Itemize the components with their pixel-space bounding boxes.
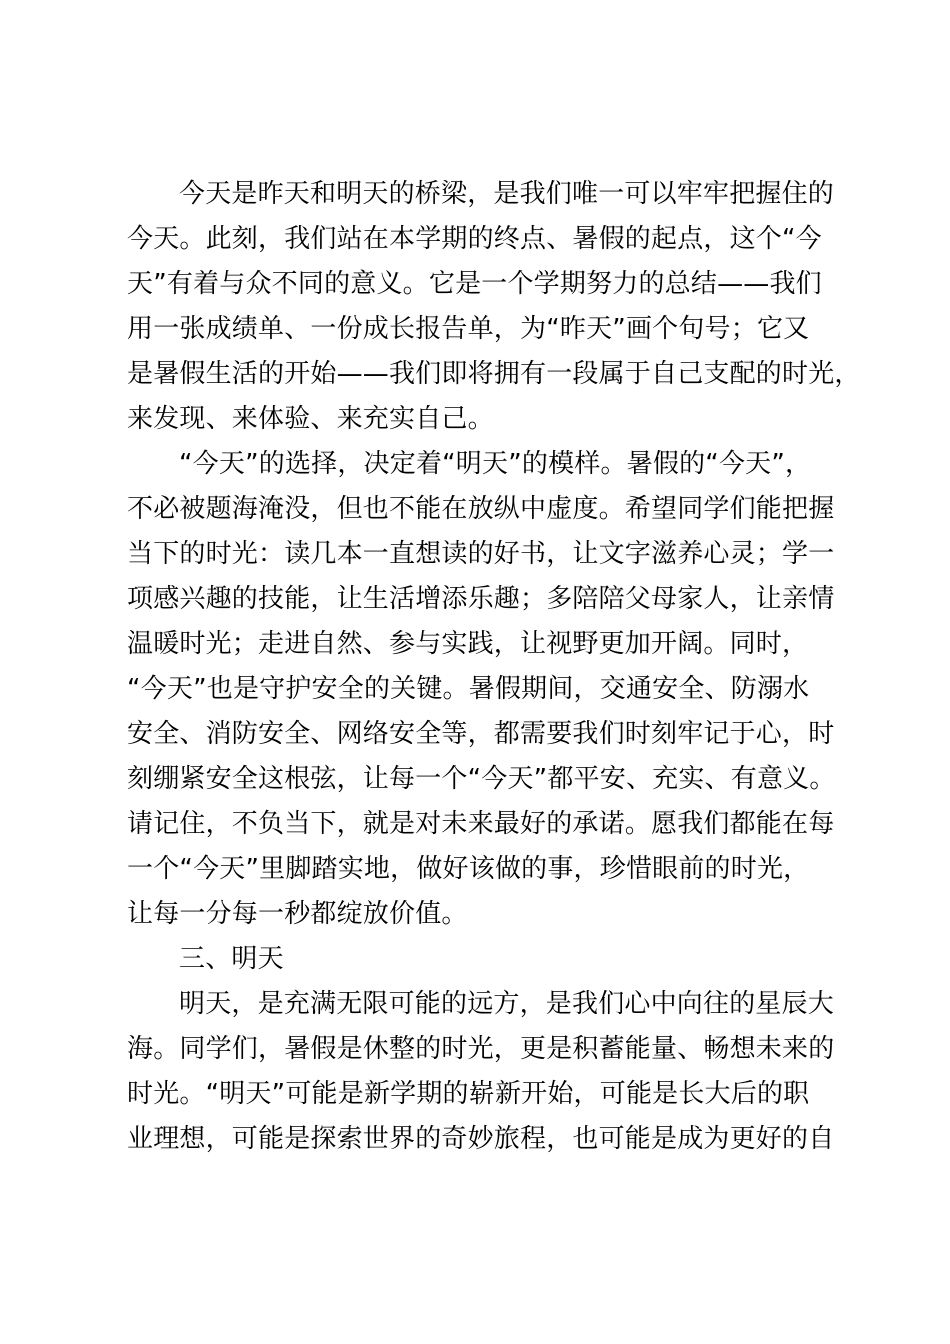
paragraph-2-line-4: 项感兴趣的技能，让生活增添乐趣；多陪陪父母家人，让亲情 [127, 584, 835, 614]
paragraph-1-line-1: 今天是昨天和明天的桥梁，是我们唯一可以牢牢把握住的 [179, 179, 835, 209]
paragraph-2-line-8: 刻绷紧安全这根弦，让每一个“今天”都平安、充实、有意义。 [127, 764, 836, 794]
paragraph-1-line-6: 来发现、来体验、来充实自己。 [127, 404, 494, 434]
section-heading: 三、明天 [179, 944, 284, 974]
paragraph-2-line-6: “今天”也是守护安全的关键。暑假期间，交通安全、防溺水 [127, 674, 810, 704]
paragraph-2-line-9: 请记住，不负当下，就是对未来最好的承诺。愿我们都能在每 [127, 809, 835, 839]
paragraph-2-line-2: 不必被题海淹没，但也不能在放纵中虚度。希望同学们能把握 [127, 494, 835, 524]
paragraph-3-line-1: 明天，是充满无限可能的远方，是我们心中向往的星辰大 [179, 989, 835, 1019]
paragraph-1-line-5: 是暑假生活的开始——我们即将拥有一段属于自己支配的时光， [127, 359, 861, 389]
paragraph-2-line-5: 温暖时光；走进自然、参与实践，让视野更加开阔。同时， [127, 629, 809, 659]
paragraph-2-line-3: 当下的时光：读几本一直想读的好书，让文字滋养心灵；学一 [127, 539, 835, 569]
paragraph-1-line-3: 天”有着与众不同的意义。它是一个学期努力的总结——我们 [127, 269, 822, 299]
paragraph-2-line-7: 安全、消防安全、网络安全等，都需要我们时刻牢记于心，时 [127, 719, 835, 749]
paragraph-2-line-11: 让每一分每一秒都绽放价值。 [127, 899, 468, 929]
paragraph-3-line-3: 时光。“明天”可能是新学期的崭新开始，可能是长大后的职 [127, 1079, 810, 1109]
paragraph-3-line-4: 业理想，可能是探索世界的奇妙旅程，也可能是成为更好的自 [127, 1124, 835, 1154]
paragraph-1-line-2: 今天。此刻，我们站在本学期的终点、暑假的起点，这个“今 [127, 224, 822, 254]
paragraph-2-line-1: “今天”的选择，决定着“明天”的模样。暑假的“今天”， [179, 449, 812, 479]
paragraph-1-line-4: 用一张成绩单、一份成长报告单，为“昨天”画个句号；它又 [127, 314, 810, 344]
paragraph-3-line-2: 海。同学们，暑假是休整的时光，更是积蓄能量、畅想未来的 [127, 1034, 835, 1064]
paragraph-2-line-10: 一个“今天”里脚踏实地，做好该做的事，珍惜眼前的时光， [127, 854, 810, 884]
